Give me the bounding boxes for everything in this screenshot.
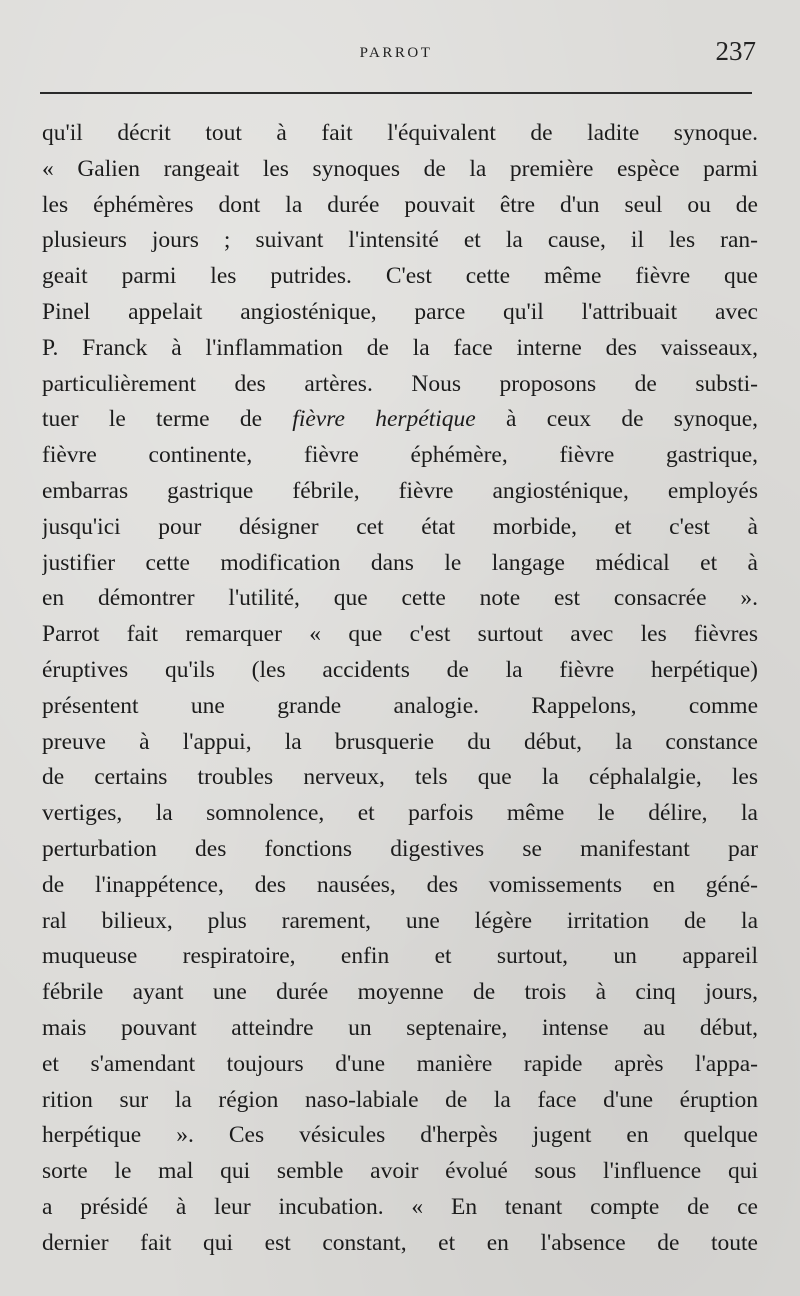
- text-line: preuve à l'appui, la brusquerie du début, la constance: [42, 728, 758, 755]
- text-line: rition sur la région naso-labiale de la face d'une éruption: [42, 1086, 758, 1113]
- text-line: ral bilieux, plus rarement, une légère irritation de la: [42, 907, 758, 934]
- text-line: fébrile ayant une durée moyenne de trois à cinq jours,: [42, 979, 758, 1006]
- text-line: « Galien rangeait les synoques de la première espèce parmi: [42, 155, 758, 182]
- italic-term: fièvre herpétique: [292, 406, 476, 433]
- text-line: geait parmi les putrides. C'est cette même fièvre que: [42, 263, 758, 290]
- body-text: [42, 116, 758, 1262]
- header-rule: [40, 92, 752, 94]
- text-line-with-italic: [42, 402, 758, 438]
- line-text-before: tuer le terme de: [42, 406, 293, 433]
- text-line: présentent une grande analogie. Rappelons, comme: [42, 692, 758, 719]
- text-line: embarras gastrique fébrile, fièvre angiosténique, employés: [42, 477, 758, 504]
- text-line: et s'amendant toujours d'une manière rapide après l'appa-: [42, 1050, 758, 1077]
- text-line: de certains troubles nerveux, tels que la céphalalgie, les: [42, 764, 758, 791]
- text-line: plusieurs jours ; suivant l'intensité et la cause, il les ran-: [42, 227, 758, 254]
- text-line: muqueuse respiratoire, enfin et surtout, un appareil: [42, 943, 758, 970]
- running-title: PARROT: [359, 45, 433, 61]
- text-line: Pinel appelait angiosténique, parce qu'il l'attribuait avec: [42, 298, 758, 325]
- text-line: les éphémères dont la durée pouvait être d'un seul ou de: [42, 191, 758, 218]
- text-line: a présidé à leur incubation. « En tenant compte de ce: [42, 1193, 758, 1220]
- text-line: P. Franck à l'inflammation de la face interne des vaisseaux,: [42, 334, 758, 361]
- text-line: dernier fait qui est constant, et en l'absence de toute: [42, 1229, 758, 1256]
- text-line: jusqu'ici pour désigner cet état morbide, et c'est à: [42, 513, 758, 540]
- text-line: vertiges, la somnolence, et parfois même le délire, la: [42, 800, 758, 827]
- text-line: Parrot fait remarquer « que c'est surtout avec les fièvres: [42, 621, 758, 648]
- text-line: fièvre continente, fièvre éphémère, fièvre gastrique,: [42, 442, 758, 469]
- text-line: particulièrement des artères. Nous proposons de substi-: [42, 370, 758, 397]
- text-line: herpétique ». Ces vésicules d'herpès jugent en quelque: [42, 1122, 758, 1149]
- text-line: justifier cette modification dans le langage médical et à: [42, 549, 758, 576]
- page-number: 237: [715, 36, 756, 66]
- text-line: qu'il décrit tout à fait l'équivalent de ladite synoque.: [42, 120, 758, 146]
- text-line: perturbation des fonctions digestives se manifestant par: [42, 835, 758, 862]
- text-line: éruptives qu'ils (les accidents de la fièvre herpétique): [42, 656, 758, 683]
- line-text-after: à ceux de synoque,: [475, 406, 758, 433]
- text-line: mais pouvant atteindre un septenaire, intense au début,: [42, 1014, 758, 1041]
- text-line: en démontrer l'utilité, que cette note est consacrée ».: [42, 585, 758, 612]
- running-head: [0, 36, 800, 68]
- text-line: de l'inappétence, des nausées, des vomissements en géné-: [42, 871, 758, 898]
- text-line: sorte le mal qui semble avoir évolué sous l'influence qui: [42, 1158, 758, 1185]
